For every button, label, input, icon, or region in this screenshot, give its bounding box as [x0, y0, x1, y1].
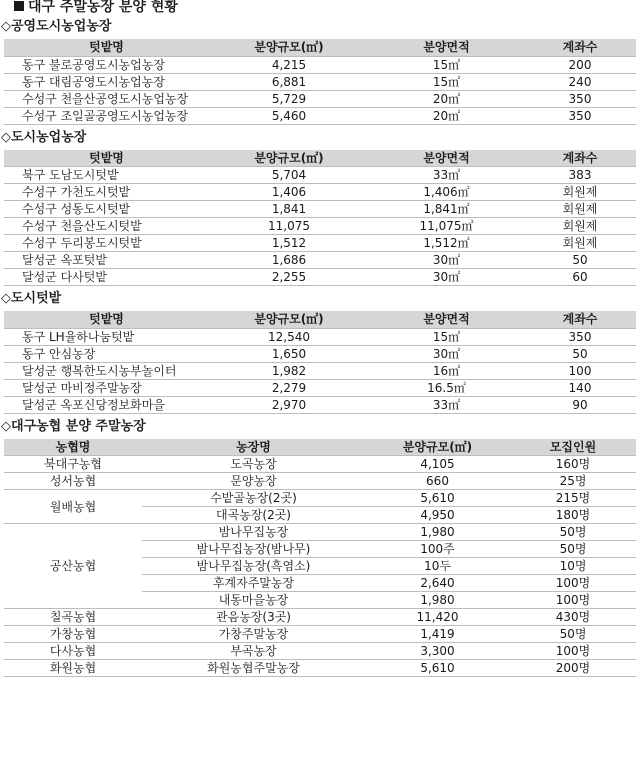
section-heading: ◇공영도시농업농장: [1, 19, 112, 34]
cell-value: 430명: [510, 609, 636, 626]
table-row: [4, 524, 636, 541]
cell-value: 1,406: [209, 184, 369, 201]
cell-value: 회원제: [524, 235, 636, 252]
cell-value: 5,610: [365, 660, 510, 677]
farm-name: 밤나무집농장(밤나무): [142, 541, 365, 558]
cell-value: 50: [524, 345, 636, 362]
cell-value: 3,300: [365, 643, 510, 660]
farm-name: 달성군 행복한도시농부놀이터: [4, 362, 209, 379]
cell-value: 2,255: [209, 269, 369, 286]
cell-value: 20㎡: [369, 90, 524, 107]
farm-name: 수성구 조일골공영도시농업농장: [4, 107, 209, 124]
column-header: 텃밭명: [4, 39, 209, 56]
table-row: [4, 73, 636, 90]
cell-value: 1,419: [365, 626, 510, 643]
farm-name: 내동마을농장: [142, 592, 365, 609]
nonghyup-section: [0, 414, 640, 678]
cell-value: 100주: [365, 541, 510, 558]
farm-table: [4, 39, 636, 125]
cell-value: 2,279: [209, 379, 369, 396]
column-header: 분양면적: [369, 150, 524, 167]
table-row: [4, 56, 636, 73]
cell-value: 10명: [510, 558, 636, 575]
table-row: [4, 252, 636, 269]
farm-name: 도곡농장: [142, 456, 365, 473]
cell-value: 4,215: [209, 56, 369, 73]
column-header: 계좌수: [524, 39, 636, 56]
page-title: [14, 0, 178, 16]
farm-name: 북구 도남도시텃밭: [4, 167, 209, 184]
cell-value: 15㎡: [369, 56, 524, 73]
nonghyup-table: [4, 439, 636, 678]
cell-value: 240: [524, 73, 636, 90]
cell-value: 200명: [510, 660, 636, 677]
cell-value: 16㎡: [369, 362, 524, 379]
column-header: 농장명: [142, 439, 365, 456]
cell-value: 1,980: [365, 524, 510, 541]
cell-value: 1,841㎡: [369, 201, 524, 218]
cell-value: 6,881: [209, 73, 369, 90]
column-header: 모집인원: [510, 439, 636, 456]
cell-value: 1,406㎡: [369, 184, 524, 201]
table-row: [4, 235, 636, 252]
cell-value: 100명: [510, 643, 636, 660]
cell-value: 215명: [510, 490, 636, 507]
table-row: [4, 643, 636, 660]
cell-value: 100명: [510, 575, 636, 592]
nonghyup-name: 공산농협: [4, 524, 142, 609]
cell-value: 5,729: [209, 90, 369, 107]
farm-name: 수성구 두리봉도시텃밭: [4, 235, 209, 252]
cell-value: 100명: [510, 592, 636, 609]
nonghyup-name: 칠곡농협: [4, 609, 142, 626]
cell-value: 5,460: [209, 107, 369, 124]
farm-name: 후계자주말농장: [142, 575, 365, 592]
cell-value: 50명: [510, 524, 636, 541]
cell-value: 11,075㎡: [369, 218, 524, 235]
farm-name: 달성군 옥포텃밭: [4, 252, 209, 269]
cell-value: 11,420: [365, 609, 510, 626]
sections-container: [0, 14, 640, 414]
cell-value: 2,640: [365, 575, 510, 592]
cell-value: 180명: [510, 507, 636, 524]
table-row: [4, 167, 636, 184]
table-row: [4, 396, 636, 413]
farm-name: 문양농장: [142, 473, 365, 490]
farm-name: 수성구 천을산공영도시농업농장: [4, 90, 209, 107]
cell-value: 90: [524, 396, 636, 413]
farm-name: 가창주말농장: [142, 626, 365, 643]
table-row: [4, 107, 636, 124]
cell-value: 4,950: [365, 507, 510, 524]
cell-value: 30㎡: [369, 269, 524, 286]
title-row: [0, 0, 640, 14]
cell-value: 회원제: [524, 218, 636, 235]
cell-value: 1,686: [209, 252, 369, 269]
nonghyup-name: 월배농협: [4, 490, 142, 524]
farm-name: 수성구 가천도시텃밭: [4, 184, 209, 201]
section-heading: ◇도시농업농장: [1, 129, 87, 145]
cell-value: 1,980: [365, 592, 510, 609]
table-row: [4, 473, 636, 490]
cell-value: 10두: [365, 558, 510, 575]
cell-value: 16.5㎡: [369, 379, 524, 396]
cell-value: 660: [365, 473, 510, 490]
cell-value: 1,512: [209, 235, 369, 252]
cell-value: 350: [524, 90, 636, 107]
column-header: 분양규모(㎡): [209, 150, 369, 167]
farm-name: 대곡농장(2곳): [142, 507, 365, 524]
cell-value: 1,650: [209, 345, 369, 362]
cell-value: 350: [524, 328, 636, 345]
farm-name: 부곡농장: [142, 643, 365, 660]
cell-value: 30㎡: [369, 252, 524, 269]
table-row: [4, 626, 636, 643]
farm-name: 수성구 천을산도시텃밭: [4, 218, 209, 235]
farm-name: 달성군 다사텃밭: [4, 269, 209, 286]
cell-value: 1,982: [209, 362, 369, 379]
square-bullet-icon: [14, 1, 24, 11]
cell-value: 15㎡: [369, 73, 524, 90]
cell-value: 20㎡: [369, 107, 524, 124]
cell-value: 회원제: [524, 201, 636, 218]
cell-value: 5,610: [365, 490, 510, 507]
cell-value: 33㎡: [369, 167, 524, 184]
nonghyup-name: 성서농협: [4, 473, 142, 490]
cell-value: 50: [524, 252, 636, 269]
table-row: [4, 90, 636, 107]
cell-value: 25명: [510, 473, 636, 490]
table-row: [4, 345, 636, 362]
cell-value: 160명: [510, 456, 636, 473]
cell-value: 350: [524, 107, 636, 124]
table-row: [4, 218, 636, 235]
farm-name: 관음농장(3곳): [142, 609, 365, 626]
section-heading: ◇대구농협 분양 주말농장: [1, 418, 146, 434]
farm-name: 달성군 마비정주말농장: [4, 379, 209, 396]
cell-value: 회원제: [524, 184, 636, 201]
cell-value: 33㎡: [369, 396, 524, 413]
farm-name: 수성구 성동도시텃밭: [4, 201, 209, 218]
section-heading: ◇도시텃밭: [1, 291, 62, 306]
farm-name: 달성군 옥포신당정보화마을: [4, 396, 209, 413]
nonghyup-name: 화원농협: [4, 660, 142, 677]
table-row: [4, 490, 636, 507]
table-header-row: [4, 311, 636, 328]
table-row: [4, 609, 636, 626]
column-header: 계좌수: [524, 311, 636, 328]
column-header: 농협명: [4, 439, 142, 456]
cell-value: 15㎡: [369, 328, 524, 345]
table-row: [4, 201, 636, 218]
table-header-row: [4, 439, 636, 456]
column-header: 텃밭명: [4, 150, 209, 167]
cell-value: 30㎡: [369, 345, 524, 362]
cell-value: 11,075: [209, 218, 369, 235]
cell-value: 4,105: [365, 456, 510, 473]
table-row: [4, 379, 636, 396]
nonghyup-name: 북대구농협: [4, 456, 142, 473]
table-row: [4, 660, 636, 677]
table-row: [4, 456, 636, 473]
cell-value: 2,970: [209, 396, 369, 413]
cell-value: 12,540: [209, 328, 369, 345]
column-header: 분양면적: [369, 39, 524, 56]
farm-name: 밤나무집농장: [142, 524, 365, 541]
cell-value: 100: [524, 362, 636, 379]
farm-name: 화원농협주말농장: [142, 660, 365, 677]
farm-name: 밤나무집농장(흑염소): [142, 558, 365, 575]
farm-name: 동구 LH율하나눔텃밭: [4, 328, 209, 345]
table-header-row: [4, 39, 636, 56]
page-title-text: 대구 주말농장 분양 현황: [28, 0, 178, 15]
farm-name: 동구 불로공영도시농업농장: [4, 56, 209, 73]
column-header: 분양규모(㎡): [209, 39, 369, 56]
column-header: 텃밭명: [4, 311, 209, 328]
cell-value: 5,704: [209, 167, 369, 184]
table-row: [4, 362, 636, 379]
column-header: 분양규모(㎡): [365, 439, 510, 456]
table-row: [4, 184, 636, 201]
nonghyup-name: 다사농협: [4, 643, 142, 660]
farm-table: [4, 311, 636, 414]
table-header-row: [4, 150, 636, 167]
farm-table: [4, 150, 636, 287]
cell-value: 50명: [510, 541, 636, 558]
cell-value: 60: [524, 269, 636, 286]
column-header: 분양규모(㎡): [209, 311, 369, 328]
cell-value: 1,512㎡: [369, 235, 524, 252]
farm-name: 동구 대림공영도시농업농장: [4, 73, 209, 90]
cell-value: 1,841: [209, 201, 369, 218]
farm-name: 동구 안심농장: [4, 345, 209, 362]
farm-name: 수밭골농장(2곳): [142, 490, 365, 507]
table-row: [4, 328, 636, 345]
nonghyup-name: 가창농협: [4, 626, 142, 643]
table-row: [4, 269, 636, 286]
cell-value: 383: [524, 167, 636, 184]
column-header: 계좌수: [524, 150, 636, 167]
cell-value: 140: [524, 379, 636, 396]
column-header: 분양면적: [369, 311, 524, 328]
cell-value: 50명: [510, 626, 636, 643]
cell-value: 200: [524, 56, 636, 73]
